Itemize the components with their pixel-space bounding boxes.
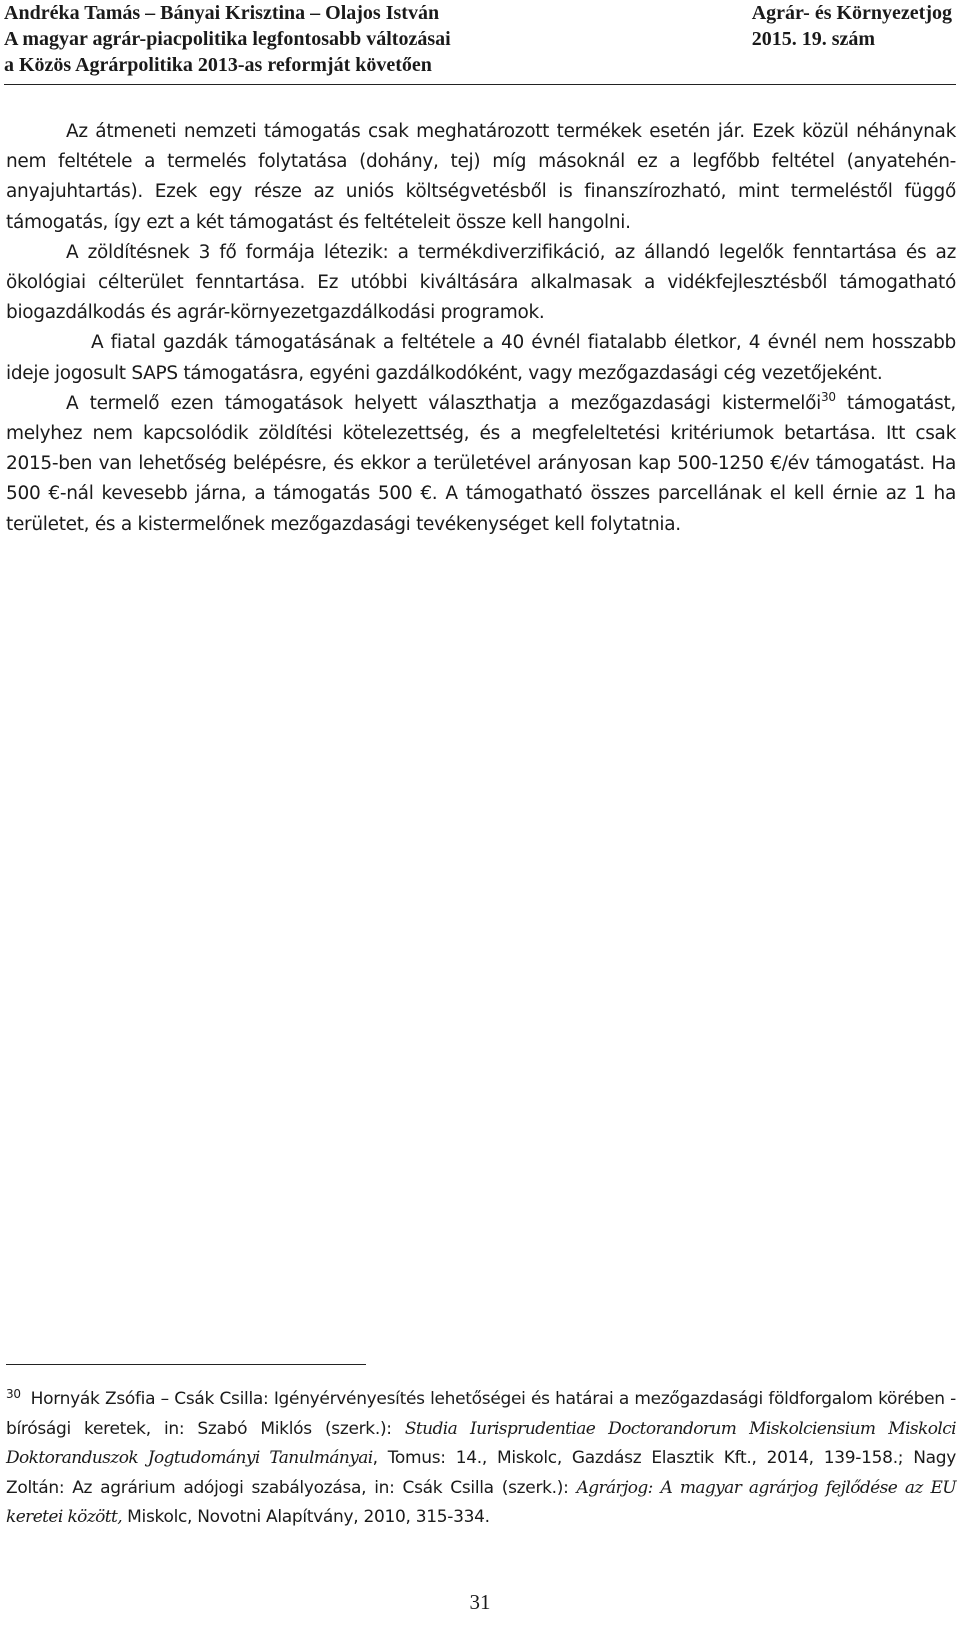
header-authors: Andréka Tamás – Bányai Krisztina – Olajos István (4, 2, 440, 24)
footnote-30 (6, 1380, 956, 1533)
header-title-line-2: a Közös Agrárpolitika 2013-as reformját követően (4, 54, 432, 76)
paragraph-4-end: támogatást, melyhez nem kapcsolódik zöldítési kötelezettség, és a megfeleltetési kritériumok betartása. Itt csak 2015-ben van lehetőség belépésre, és ekkor a területével arányosan kap 500-1250 €/év támogatást. Ha 500 €-nál kevesebb járna, a támogatás 500 €. A támogatható összes parcellának el kell érnie az 1 ha területet, és a kistermelőnek mezőgazdasági tevékenységet kell folytatnia. (6, 392, 956, 535)
footnote-reference[interactable]: 30 (821, 389, 836, 404)
footnote-divider (6, 1364, 366, 1365)
paragraph-3: A fiatal gazdák támogatásának a feltétele a 40 évnél fiatalabb életkor, 4 évnél nem hosszabb ideje jogosult SAPS támogatásra, egyéni gazdálkodóként, vagy mezőgazdasági cég vezetőjeként. (6, 332, 956, 384)
paragraph-4-start: A termelő ezen támogatások helyett választhatja a mezőgazdasági kistermelői (66, 392, 821, 414)
header-title-line-1: A magyar agrár-piacpolitika legfontosabb változásai (4, 28, 451, 50)
header-journal (752, 0, 952, 52)
header-divider (4, 84, 956, 85)
running-header (4, 0, 956, 85)
footnote-italic-title-2: Agrárjog: A magyar agrárjog fejlődése az EU keretei között, (6, 1477, 956, 1527)
paragraph-2: A zöldítésnek 3 fő formája létezik: a termékdiverzifikáció, az állandó legelők fenntartása és az ökológiai célterület fenntartása. Ez utóbbi kiváltására alkalmasak a vidékfejlesztésből támogatható biogazdálkodás és agrár-környezetgazdálkodási programok. (6, 241, 956, 324)
header-journal-issue: 2015. 19. szám (751, 28, 876, 50)
header-authors-title (4, 0, 451, 78)
footnote-italic-title-1: Studia Iurisprudentiae Doctorandorum Miskolciensium Miskolci Doktoranduszok Jogtudományi Tanulmányai (6, 1418, 956, 1468)
paragraph-1: Az átmeneti nemzeti támogatás csak meghatározott termékek esetén jár. Ezek közül néhánynak nem feltétele a termelés folytatása (dohány, tej) míg másoknál ez a legfőbb feltétel (anyatehén- anyajuhtartás). Ezek egy része az uniós költségvetésből is finanszírozható, mint termeléstől függő támogatás, így ezt a két támogatást és feltételeit össze kell hangolni. (6, 121, 956, 233)
header-journal-name: Agrár- és Környezetjog (751, 2, 952, 24)
footnote-number: 30 (6, 1387, 21, 1401)
page-number: 31 (469, 1590, 491, 1614)
footnote-text-3: Miskolc, Novotni Alapítvány, 2010, 315-334. (122, 1507, 490, 1527)
footnote-text-2: , Tomus: 14., Miskolc, Gazdász Elasztik Kft., 2014, 139-158.; Nagy Zoltán: Az agrárium adójogi szabályozása, in: Csák Csilla (szerk.): (6, 1448, 957, 1498)
main-text (6, 117, 956, 540)
footnote-text-1: Hornyák Zsófia – Csák Csilla: Igényérvényesítés lehetőségei és határai a mezőgazdasági földforgalom körében - bírósági keretek, in: Szabó Miklós (szerk.): (6, 1389, 956, 1439)
paragraph-4 (6, 389, 956, 540)
